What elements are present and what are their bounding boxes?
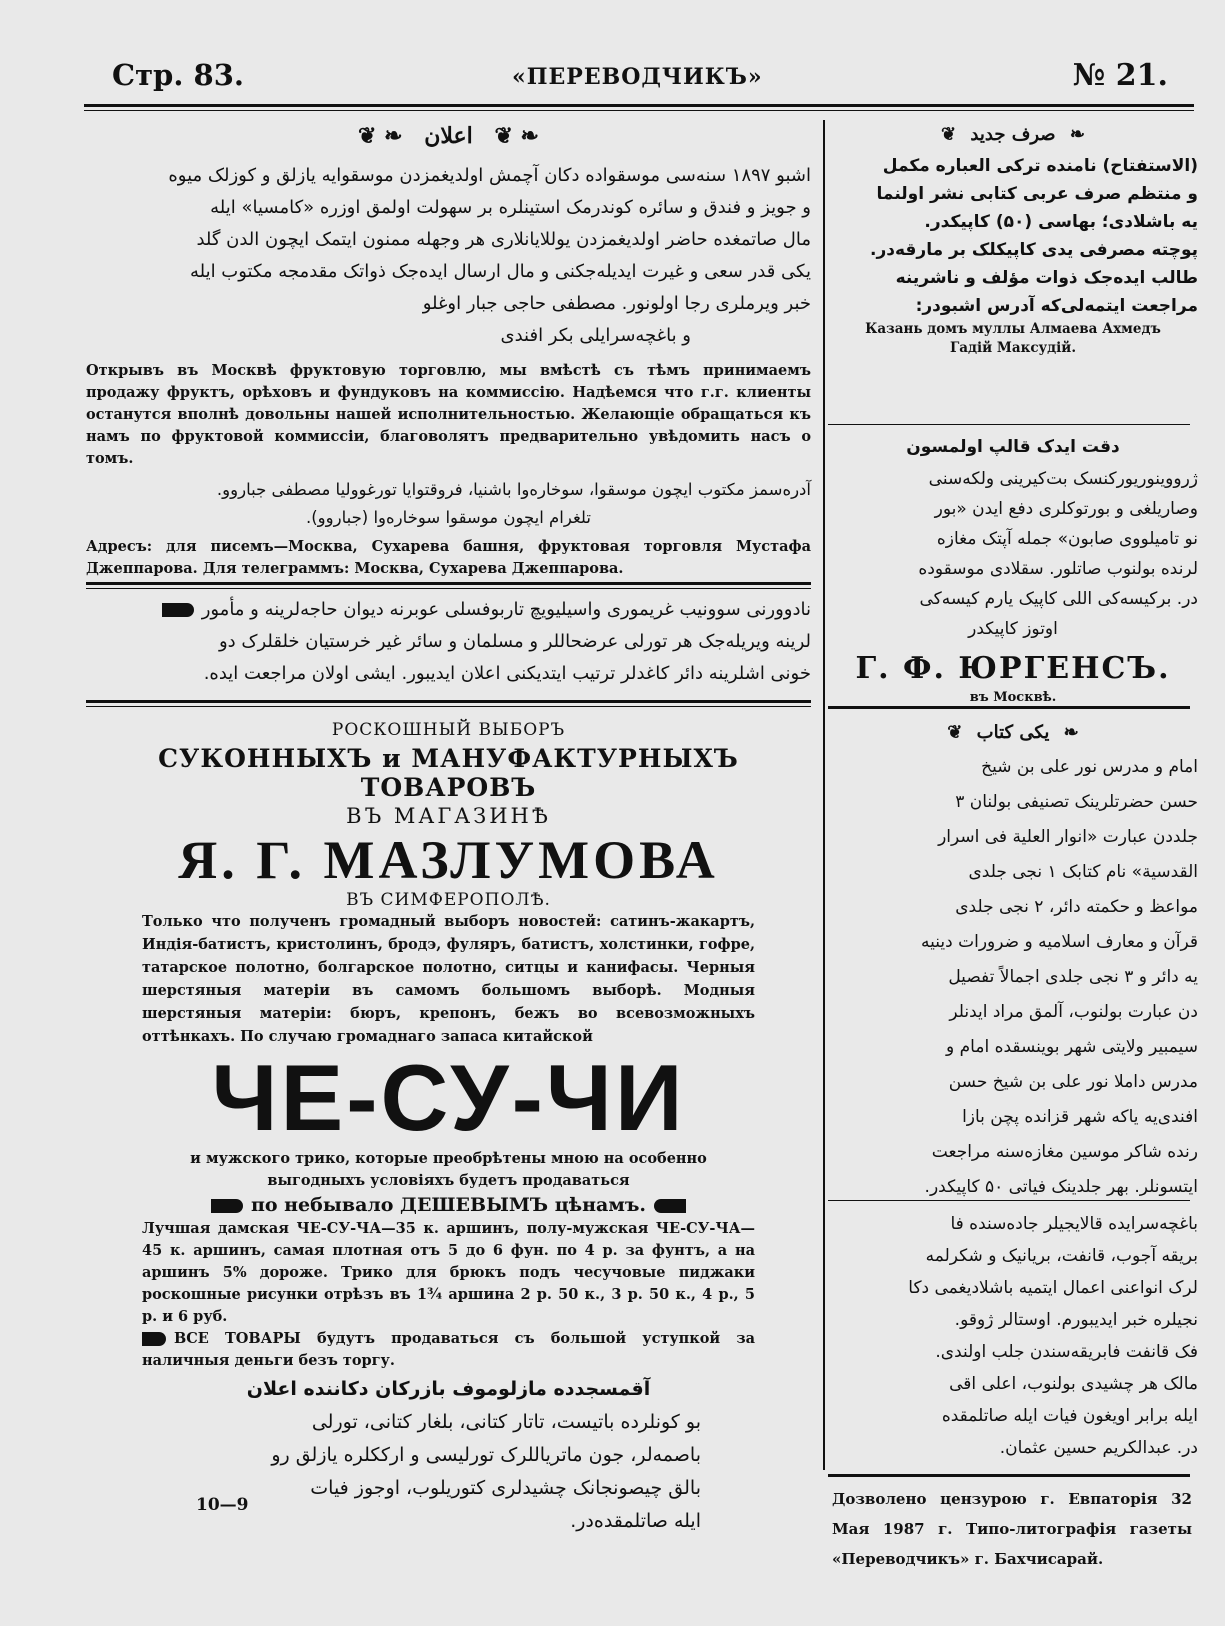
section-rule-thin [828, 1200, 1190, 1201]
column-divider [823, 120, 825, 1470]
official-notice: نادوورنی سوونیب غریموری واسیلیویچ تاربوفسلی عوبرنه دیوان حاجه‌لرینه و مأمور لرینه ویریله‌جک هر تورلی عرضحاللر و مسلمان و سائر غیر خرستیان خلقلرک دو خونی اشلرینه دائر کاغدلر ترتیب ایتدیکنی اعلان ایدیبور. ایشی اولان مراجعت ایده. [86, 594, 811, 690]
mazlumov-arabic-body: بو کونلرده باتیست، تاتار کتانی، بلغار کتانی، تورلی باصمه‌لر، جون ماتریاللرک تورلیسی و ارککلره یازلق رو بالق چیصونجانک چشیدلری کتوریلوب، اوجوز فیات ایله صاتلمقده‌در. 10—9 [196, 1411, 701, 1532]
mazlumov-line2: СУКОННЫХЪ и МАНУФАКТУРНЫХЪ ТОВАРОВЪ [158, 744, 739, 802]
mazlumov-body1: Только что полученъ громадный выборъ новостей: сатинъ-жакартъ, Индія-батистъ, кристолинъ, бродэ, фуляръ, батистъ, холстинки, гофре, татарское полотно, болгарское полотно, ситцы и канифасы. Черныя шерстяныя матеріи въ самомъ большомъ выборѣ. Модныя шерстяныя матеріи: бюръ, крепонъ, бежъ во всевозможныхъ оттѣнкахъ. По случаю громаднаго запаса китайской [142, 913, 755, 1045]
section-rule-thin [86, 706, 811, 707]
pointing-hand-icon [654, 1199, 686, 1213]
mazlumov-ad [86, 720, 811, 1538]
ad-heading: ❦ ❧ اعلان ❦ ❧ [358, 123, 539, 149]
ad-number: 10—9 [196, 1495, 249, 1515]
section-rule [828, 1474, 1190, 1477]
ad-russian-body: Открывъ въ Москвѣ фруктовую торговлю, мы вмѣстѣ съ тѣмъ принимаемъ продажу фруктъ, орѣховъ и фундуковъ на коммиссію. Надѣемся что г.г. клиенты останутся вполнѣ довольны нашей исполнительностью. Желающіе обращаться къ намъ по фруктовой коммиссіи, благоволятъ предварительно увѣдомить насъ о томъ. [86, 362, 811, 467]
section-rule-thin [86, 588, 811, 589]
candy-factory-ad [828, 1208, 1198, 1464]
chesuchi-title: ЧЕ-СУ-ЧИ [211, 1045, 686, 1150]
pointing-hand-icon [142, 1332, 166, 1346]
page-number: Стр. 83. [112, 58, 244, 92]
mazlumov-arabic-heading: آقمسجدده مازلوموف بازرکان دکاننده اعلان [246, 1378, 651, 1400]
ad-arabic-address: آدره‌سمز مکتوب ایچون موسقوا، سوخاره‌وا باشنیا، فروقتوایا تورغوولیا مصطفی جباروو. تلغرام ایچون موسقوا سوخاره‌وا (جباروو). [216, 480, 811, 527]
ornament-right-icon: ❧ [1069, 124, 1085, 145]
mazlumov-body3: Лучшая дамская ЧЕ-СУ-ЧА—35 к. аршинъ, полу-мужская ЧЕ-СУ-ЧА—45 к. аршинъ, самая плотная отъ 5 до 6 фун. по 4 р. за фунтъ, а на аршинъ 5% дороже. Трико для брюкъ подъ чесучовые пиджаки роскошные рисунки отрѣзъ въ 1¾ аршина 2 р. 50 к., 3 р. 50 к., 4 р., 5 р. и 6 руб. [142, 1220, 755, 1325]
new-book-body: امام و مدرس نور علی بن شیخ حسن حضرتلرینک تصنیفی بولنان ۳ جلددن عبارت «انوار العلیة فی اسرار القدسیة» نام کتابک ۱ نجی جلدی مواعظ و حکمته دائر، ۲ نجی جلدی قرآن و معارف اسلامیه و ضرورات دینیه یه دائر و ۳ نجی جلدی اجمالاً تفصیل دن عبارت بولنوب، آلمق مراد ایدنلر سیمبیر ولایتی شهر بوینسقده امام و مدرس داملا نور علی بن شیخ حسن افندی‌یه یاکه شهر قزانده پچن بازا رنده شاکر موسین مغازه‌سنه مراجعت ایتسونلر. بهر جلدینک فیاتی ۵۰ کاپیکدر. [921, 757, 1198, 1197]
jurgens-city: въ Москвѣ. [969, 690, 1057, 705]
ad-heading: ❦ صرف جدید ❧ [941, 124, 1085, 145]
ornament-left-icon: ❦ [947, 722, 963, 743]
mazlumov-name: Я. Г. МАЗЛУМОВА [178, 830, 719, 890]
soap-heading: دقت ایدک قالپ اولمسون [906, 437, 1120, 457]
new-book-ad [828, 716, 1198, 1205]
ornament-right-icon: ❦ ❧ [494, 123, 539, 149]
section-rule [86, 582, 811, 585]
ad-arabic-body: اشبو ۱۸۹۷ سنه‌سی موسقواده دکان آچمش اولدیغمزدن موسقوایه یازلق و کوزلک میوه و جویز و فندق و سائره کوندرمک استینلره بر سهولت اولمق اوزره «کامسیا» ایله مال صاتمغده حاضر اولدیغمزدن یوللایانلاری هر وجهله ممنون ایتمک ایچون الدن گلد یکی قدر سعی و غیرت ایدیله‌جکنی و مال ارسال ایده‌جک ذواتک مقدمجه مکتوب ایله خبر ویرملری رجا اولونور. مصطفی حاجی جبار اوغلو و باغچه‌سرایلی بکر افندی [168, 165, 811, 346]
mazlumov-line3: ВЪ МАГАЗИНѢ [346, 804, 551, 828]
ornament-right-icon: ❧ [1063, 722, 1079, 743]
fruit-trade-ad [86, 118, 811, 580]
header-rule [84, 104, 1194, 107]
soap-body: ژرووینوریورکنسک بت‌کیرینی ولکه‌سنی وصاریلغی و بورتوکلری دفع ایدن «بور نو تامیلووی صابون» جمله آپتک مغازه لرنده بولنوب صاتلور. سقلادی موسقوده در. برکیسه‌کی اللی کاپیک یارم کیسه‌کی اوتوز کاپیکدر [918, 469, 1198, 639]
sarf-jadid-address: Казань домъ муллы Алмаева Ахмедъ Гадій Максудій. [865, 321, 1161, 356]
section-rule-thin [828, 424, 1190, 425]
pointing-hand-icon [211, 1199, 243, 1213]
sarf-jadid-ad [828, 118, 1198, 358]
ad-russian-address: Адресъ: для писемъ—Москва, Сухарева башня, фруктовая торговля Мустафа Джеппарова. Для телеграммъ: Москва, Сухарева Джеппарова. [86, 538, 811, 577]
censorship-note: Дозволено цензурою г. Евпаторія 32 Мая 1987 г. Типо-литографія газеты «Переводчикъ» г. Бахчисарай. [832, 1490, 1192, 1568]
issue-number: № 21. [1072, 58, 1168, 93]
section-rule [828, 706, 1190, 709]
ornament-left-icon: ❦ ❧ [358, 123, 403, 149]
ad-heading: ❦ یکی کتاب ❧ [947, 722, 1079, 743]
candy-factory-body: باغچه‌سرایده قالایجیلر جاده‌سنده فا بریقه آجوب، قانفت، بریانیک و شکرلمه لرک انواعنی اعمال ایتمیه باشلادیغمی دکا نجیلره خبر ایدیبورم. اوستالر ژوقو. فک قانفت فابریقه‌سندن جلب اولندی. مالک هر چشیدی بولنوب، اعلی اقی ایله برابر اویغون فیات ایله صاتلمقده در. عبدالکریم حسین عثمان. [908, 1214, 1198, 1458]
sarf-jadid-body: (الاستفتاح) نامنده ترکی العباره مکمل و منتظم صرف عربی کتابی نشر اولنما یه باشلادی؛ بهاسی (۵۰) کاپیکدر. پوچته مصرفی یدی کاپیکلک بر مارقه‌در. طالب ایده‌جک ذوات مؤلف و ناشرینه مراجعت ایتمه‌لی‌که آدرس اشبودر: [870, 156, 1198, 316]
cheap-prices: по небывало ДЕШЕВЫМЪ цѣнамъ. [86, 1192, 811, 1218]
section-rule [86, 700, 811, 703]
pointing-hand-icon [162, 603, 194, 617]
soap-ad [828, 430, 1198, 705]
newspaper-title: «ПЕРЕВОДЧИКЪ» [512, 64, 763, 90]
mazlumov-body2: и мужского трико, которые преобрѣтены мною на особенно выгодныхъ условіяхъ будетъ продаваться [190, 1150, 707, 1189]
page-header [112, 58, 1180, 102]
header-rule-thin [84, 110, 1194, 111]
mazlumov-city: ВЪ СИМФЕРОПОЛѢ. [346, 890, 551, 910]
ornament-left-icon: ❦ [941, 124, 957, 145]
mazlumov-line1: РОСКОШНЫЙ ВЫБОРЪ [331, 720, 566, 740]
jurgens-name: Г. Ф. ЮРГЕНСЪ. [855, 651, 1171, 686]
mazlumov-all-goods: ВСЕ ТОВАРЫ будутъ продаваться съ большой уступкой за наличныя деньги безъ торгу. [142, 1330, 755, 1369]
